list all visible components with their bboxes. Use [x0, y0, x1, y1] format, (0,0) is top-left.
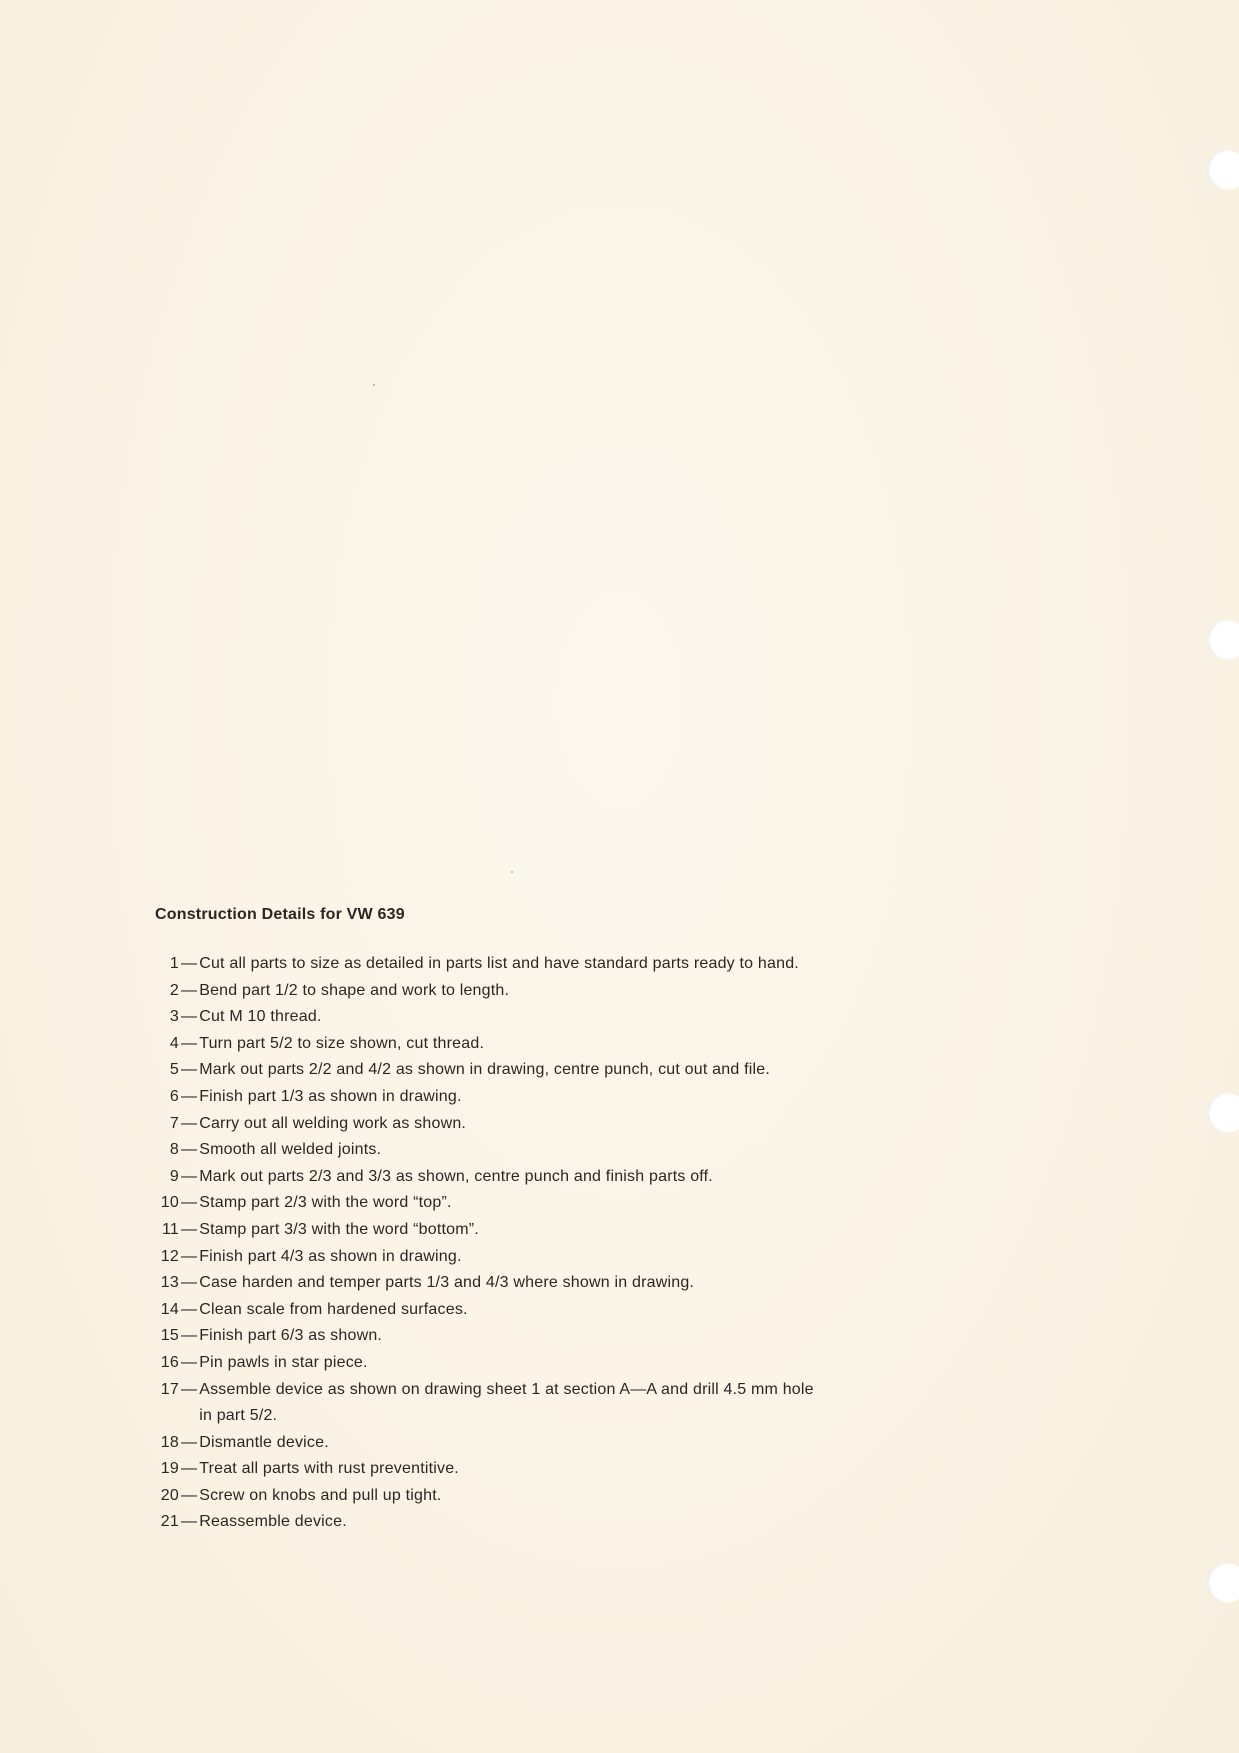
step-text-line: Carry out all welding work as shown. [199, 1114, 467, 1132]
step-text [199, 1270, 935, 1297]
step-number: 19 [160, 1460, 179, 1478]
step-text-line: Case harden and temper parts 1/3 and 4/3 where shown in drawing. [199, 1274, 695, 1292]
step-text-line: Bend part 1/2 to shape and work to length. [199, 981, 510, 999]
document-heading: Construction Details for VW 639 [155, 906, 405, 923]
step-text-line: Cut all parts to size as detailed in parts list and have standard parts ready to hand. [199, 955, 799, 972]
step-text [199, 1164, 935, 1191]
step-text-line: Finish part 1/3 as shown in drawing. [199, 1087, 462, 1105]
step-dash: — [181, 1141, 198, 1159]
step-number: 21 [160, 1513, 179, 1531]
punch-hole [1207, 150, 1239, 190]
step-number: 11 [161, 1220, 179, 1238]
step-dash: — [181, 1327, 198, 1345]
step-text [199, 1137, 935, 1164]
step-number: 1 [169, 955, 179, 972]
step-text [199, 1297, 935, 1324]
construction-step [155, 1137, 935, 1164]
step-dash: — [181, 1220, 198, 1238]
step-text-line: Stamp part 3/3 with the word “bottom”. [199, 1220, 479, 1238]
step-text-line: Turn part 5/2 to size shown, cut thread. [199, 1034, 485, 1052]
construction-step [155, 1084, 935, 1111]
construction-step [155, 1057, 935, 1084]
construction-step [155, 1483, 935, 1510]
step-dash: — [181, 1008, 198, 1026]
step-number: 18 [160, 1433, 179, 1451]
step-text [199, 1111, 935, 1138]
step-text [199, 1509, 935, 1536]
step-text-line: Treat all parts with rust preventitive. [199, 1460, 459, 1478]
step-dash: — [181, 1034, 198, 1052]
step-text [199, 1377, 935, 1430]
construction-step [155, 1509, 935, 1536]
construction-step [155, 1297, 935, 1324]
punch-hole [1207, 1093, 1239, 1133]
step-dash: — [181, 1486, 198, 1504]
step-dash: — [181, 1353, 198, 1371]
step-text-line: Assemble device as shown on drawing sheet 1 at section A—A and drill 4.5 mm hole [199, 1380, 814, 1398]
construction-step [155, 1190, 935, 1217]
construction-step [155, 1164, 935, 1191]
step-number: 20 [160, 1486, 179, 1504]
step-number: 14 [160, 1300, 179, 1318]
step-text [199, 951, 935, 978]
step-text-line: Stamp part 2/3 with the word “top”. [199, 1194, 452, 1212]
paper-speck [511, 871, 513, 873]
step-text [199, 1483, 935, 1510]
step-text [199, 1084, 935, 1111]
construction-step [155, 1244, 935, 1271]
step-text [199, 1057, 935, 1084]
step-text-line: Finish part 6/3 as shown. [199, 1327, 383, 1345]
construction-steps-list [155, 951, 935, 1536]
step-text-line: Cut M 10 thread. [199, 1008, 322, 1026]
step-dash: — [181, 1087, 198, 1105]
step-dash: — [181, 1194, 198, 1212]
step-number: 16 [160, 1353, 179, 1371]
step-text-line: Mark out parts 2/3 and 3/3 as shown, centre punch and finish parts off. [199, 1167, 713, 1185]
step-dash: — [181, 1114, 198, 1132]
step-dash: — [181, 1460, 198, 1478]
step-text-line: Screw on knobs and pull up tight. [199, 1486, 442, 1504]
construction-step [155, 1217, 935, 1244]
step-dash: — [181, 1380, 198, 1398]
step-number: 15 [160, 1327, 179, 1345]
construction-step [155, 1004, 935, 1031]
step-text [199, 1323, 935, 1350]
construction-step [155, 1456, 935, 1483]
step-text [199, 1031, 935, 1058]
step-text [199, 1217, 935, 1244]
step-text [199, 1456, 935, 1483]
step-number: 4 [169, 1034, 179, 1052]
punch-hole [1207, 1563, 1239, 1603]
construction-step [155, 1270, 935, 1297]
paper-speck [373, 384, 375, 386]
step-number: 2 [169, 981, 179, 999]
step-text [199, 1350, 935, 1377]
step-text [199, 1244, 935, 1271]
step-dash: — [181, 1274, 198, 1292]
step-text-line: Pin pawls in star piece. [199, 1353, 368, 1371]
construction-step [155, 1323, 935, 1350]
step-text [199, 1190, 935, 1217]
step-number: 7 [169, 1114, 179, 1132]
step-number: 8 [169, 1141, 179, 1159]
step-dash: — [181, 981, 198, 999]
step-text-line: Smooth all welded joints. [199, 1141, 382, 1159]
step-dash: — [181, 1061, 198, 1079]
step-text-line: Mark out parts 2/2 and 4/2 as shown in drawing, centre punch, cut out and file. [199, 1061, 770, 1079]
step-text-continuation: in part 5/2. [199, 1407, 278, 1425]
step-number: 6 [169, 1087, 179, 1105]
step-dash: — [181, 1167, 198, 1185]
construction-step [155, 1111, 935, 1138]
step-number: 5 [169, 1061, 179, 1079]
step-dash: — [181, 1513, 198, 1531]
step-number: 3 [169, 1008, 179, 1026]
step-number: 13 [160, 1274, 179, 1292]
step-text-line: Finish part 4/3 as shown in drawing. [199, 1247, 462, 1265]
construction-step [155, 1350, 935, 1377]
step-text [199, 1004, 935, 1031]
construction-step [155, 978, 935, 1005]
step-dash: — [181, 1247, 198, 1265]
punch-hole [1207, 620, 1239, 660]
step-text [199, 978, 935, 1005]
step-text-line: Reassemble device. [199, 1513, 347, 1531]
construction-step [155, 951, 935, 978]
step-number: 9 [169, 1167, 179, 1185]
construction-step [155, 1031, 935, 1058]
step-number: 12 [160, 1247, 179, 1265]
construction-step [155, 1430, 935, 1457]
step-text [199, 1430, 935, 1457]
step-text-line: Clean scale from hardened surfaces. [199, 1300, 468, 1318]
step-dash: — [181, 955, 198, 972]
step-text-line: Dismantle device. [199, 1433, 329, 1451]
step-dash: — [181, 1433, 198, 1451]
step-dash: — [181, 1300, 198, 1318]
construction-step [155, 1377, 935, 1430]
step-number: 10 [160, 1194, 179, 1212]
step-number: 17 [160, 1380, 179, 1398]
